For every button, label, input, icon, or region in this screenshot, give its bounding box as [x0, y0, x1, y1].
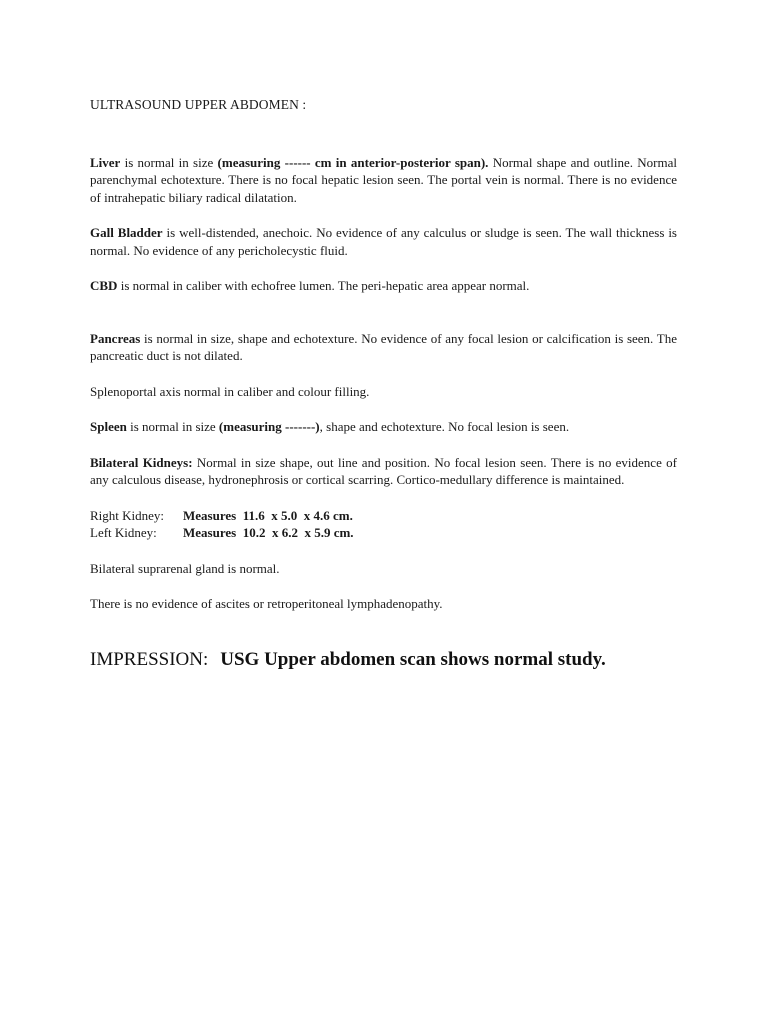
kidneys-label: Bilateral Kidneys:: [90, 454, 193, 470]
liver-text-1: is normal in size: [120, 154, 218, 170]
right-kidney-row: [90, 507, 677, 525]
cbd-label: CBD: [90, 278, 118, 293]
suprarenal-paragraph: Bilateral suprarenal gland is normal.: [90, 560, 280, 576]
liver-paragraph: [90, 154, 677, 207]
kidneys-text: Normal in size shape, out line and position. No focal lesion seen. There is no evidence of any calculous disease, hydronephrosis or cortical scarring. Cortico-medullary difference is maintained.: [90, 454, 677, 487]
left-kidney-measure: Measures 10.2 x 6.2 x 5.9 cm.: [183, 525, 354, 540]
gallbladder-label: Gall Bladder: [90, 225, 163, 240]
spleen-measurement: (measuring -------): [218, 419, 320, 434]
splenoportal-paragraph: Splenoportal axis normal in caliber and colour filling.: [90, 383, 370, 399]
spleen-text-1: is normal in size: [126, 419, 219, 434]
impression-text: USG Upper abdomen scan shows normal study.: [220, 648, 606, 670]
liver-measurement: (measuring ------ cm in anterior-posterior span).: [217, 154, 489, 170]
impression-line: [90, 648, 677, 672]
spleen-paragraph: [90, 418, 677, 436]
kidneys-paragraph: [90, 454, 677, 489]
left-kidney-label: Left Kidney:: [90, 525, 157, 540]
liver-text-2: Normal shape and outline. Normal parenchymal echotexture. There is no focal hepatic lesion seen. The portal vein is normal. There is no evidence of intrahepatic biliary radical dilatation.: [90, 154, 677, 205]
ascites-paragraph: There is no evidence of ascites or retroperitoneal lymphadenopathy.: [90, 596, 443, 611]
cbd-text: is normal in caliber with echofree lumen. The peri-hepatic area appear normal.: [117, 278, 530, 293]
left-kidney-row: [90, 524, 677, 542]
report-document: [90, 96, 677, 672]
kidney-measurements: [90, 507, 677, 542]
right-kidney-label: Right Kidney:: [90, 507, 165, 523]
spleen-label: Spleen: [90, 419, 127, 434]
gallbladder-paragraph: [90, 224, 677, 259]
pancreas-paragraph: [90, 330, 677, 365]
right-kidney-measure: Measures 11.6 x 5.0 x 4.6 cm.: [183, 507, 353, 523]
cbd-paragraph: [90, 277, 677, 295]
spleen-text-2: , shape and echotexture. No focal lesion is seen.: [319, 419, 570, 434]
liver-label: Liver: [90, 154, 121, 170]
gallbladder-text: is well-distended, anechoic. No evidence of any calculus or sludge is seen. The wall thickness is normal. No evidence of any pericholecystic fluid.: [90, 225, 677, 258]
pancreas-label: Pancreas: [90, 330, 141, 346]
pancreas-text: is normal in size, shape and echotexture. No evidence of any focal lesion or calcification is seen. The pancreatic duct is not dilated.: [90, 330, 677, 363]
report-title: ULTRASOUND UPPER ABDOMEN :: [90, 97, 307, 112]
impression-label: IMPRESSION:: [90, 648, 209, 670]
